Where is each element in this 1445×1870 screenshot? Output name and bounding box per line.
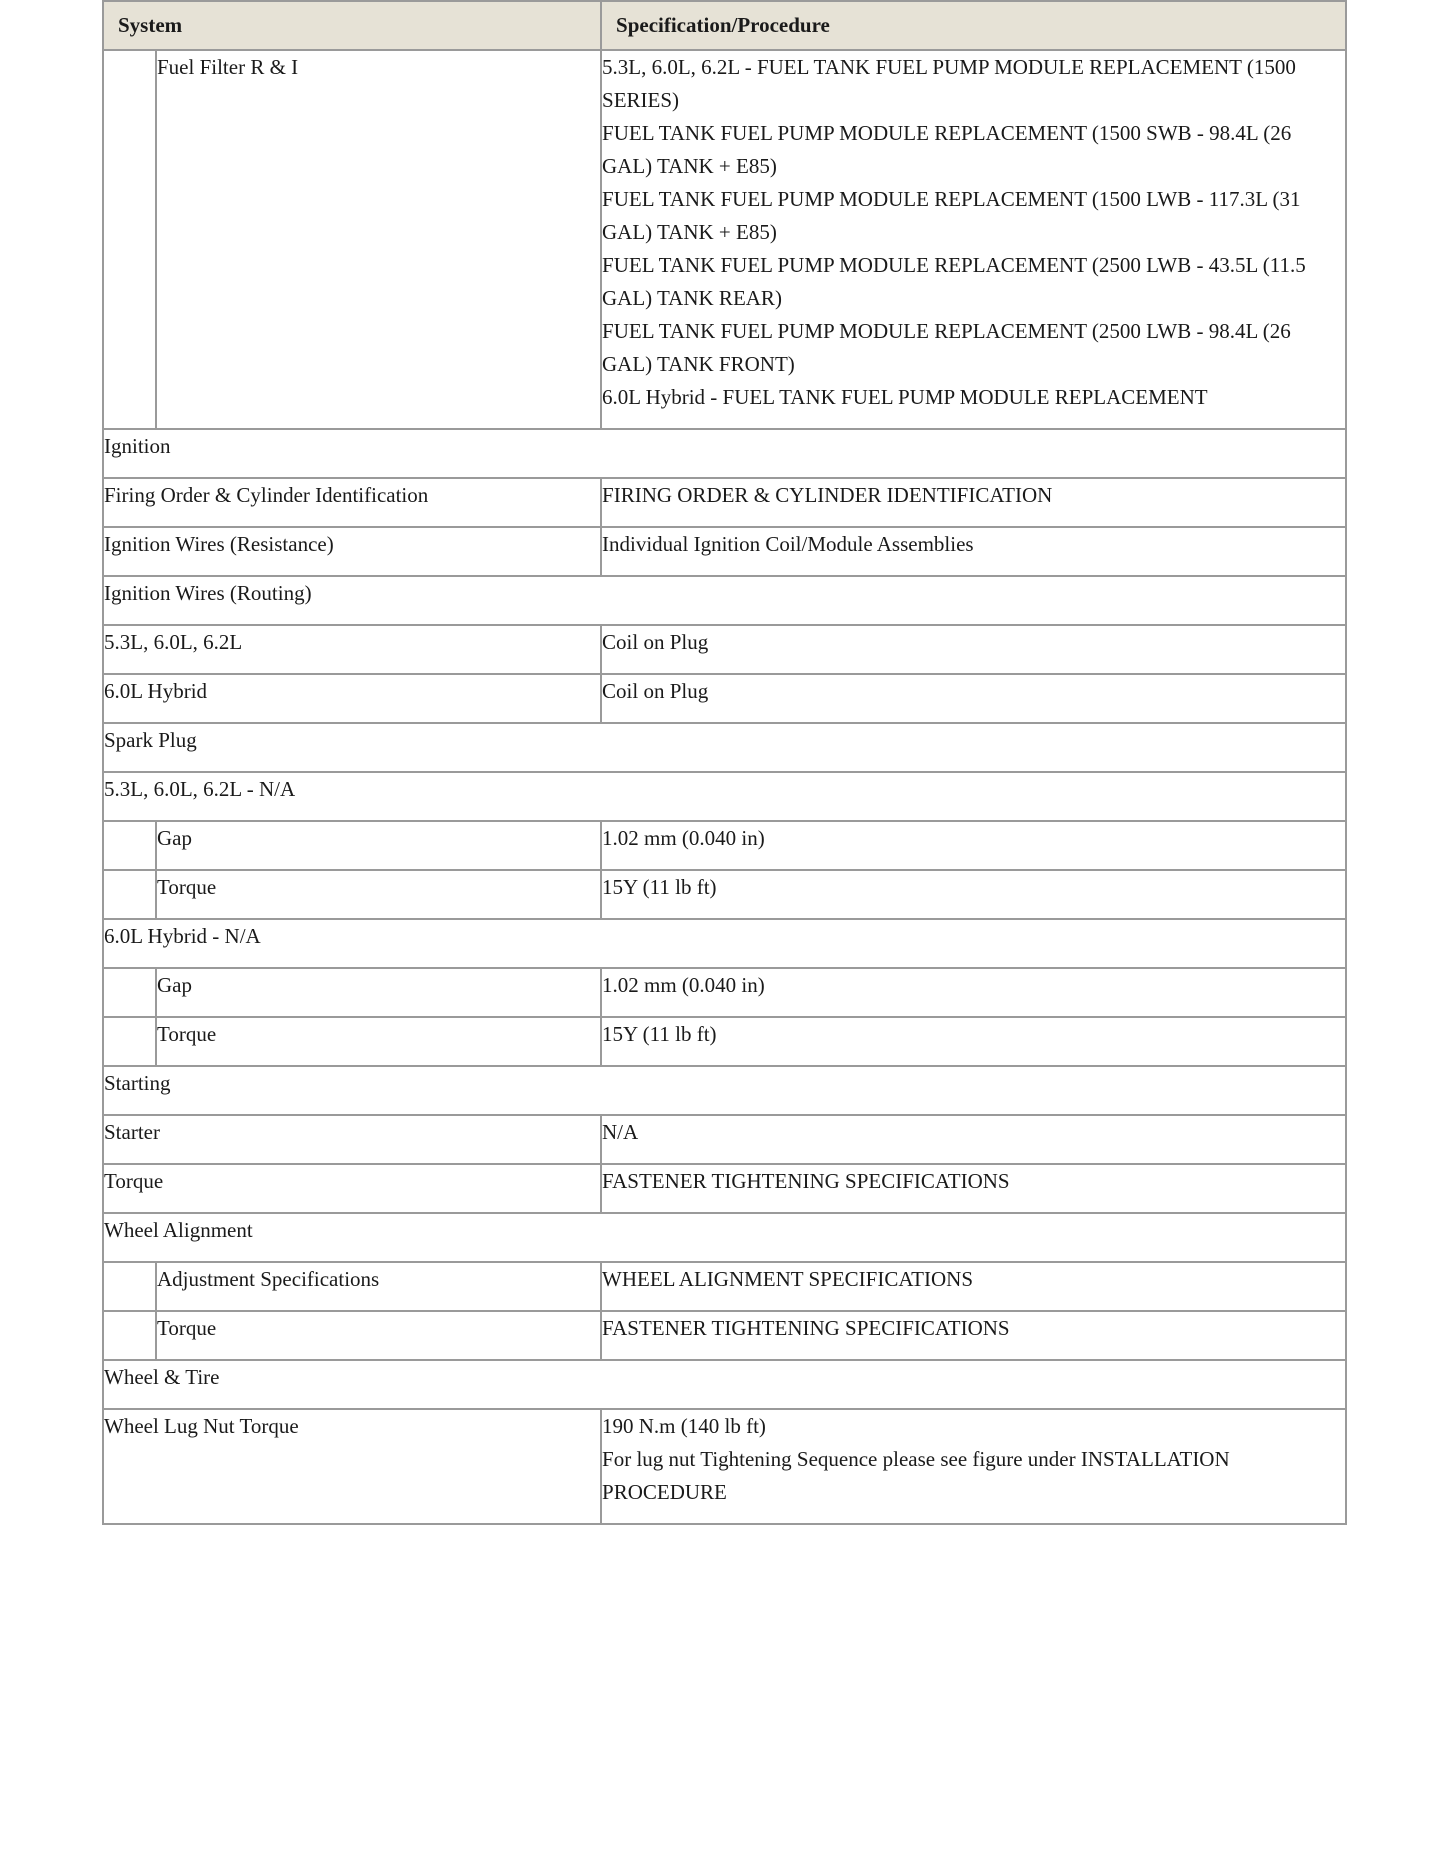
indent-cell [103,1262,156,1311]
fuel-procedure-line: 5.3L, 6.0L, 6.2L - FUEL TANK FUEL PUMP MODULE REPLACEMENT (1500 SERIES) [602,55,1296,112]
row-label-gap: Gap [156,821,601,870]
header-specification: Specification/Procedure [601,1,1346,50]
row-value-torque: FASTENER TIGHTENING SPECIFICATIONS [601,1164,1346,1213]
table-row-spark-group2-gap [103,968,1346,1017]
table-header-row [103,1,1346,50]
indent-cell [103,1311,156,1360]
indent-cell [103,968,156,1017]
row-value-fuel-filter [601,50,1346,429]
section-title-wheel-alignment: Wheel Alignment [103,1213,1346,1262]
row-label-routing-engine1: 5.3L, 6.0L, 6.2L [103,625,601,674]
row-label-spark-group2: 6.0L Hybrid - N/A [103,919,1346,968]
row-label-firing-order: Firing Order & Cylinder Identification [103,478,601,527]
fuel-procedure-line: FUEL TANK FUEL PUMP MODULE REPLACEMENT (1500 SWB - 98.4L (26 GAL) TANK + E85) [602,121,1292,178]
table-row-spark-group1 [103,772,1346,821]
table-row-spark-group2-torque [103,1017,1346,1066]
table-row-lug-nut [103,1409,1346,1524]
fuel-procedure-line: FUEL TANK FUEL PUMP MODULE REPLACEMENT (2500 LWB - 43.5L (11.5 GAL) TANK REAR) [602,253,1306,310]
row-value-lug-nut [601,1409,1346,1524]
row-value-starter: N/A [601,1115,1346,1164]
specification-table [102,0,1347,1525]
row-value-routing-engine2: Coil on Plug [601,674,1346,723]
section-title-ignition: Ignition [103,429,1346,478]
fuel-procedure-line: FUEL TANK FUEL PUMP MODULE REPLACEMENT (2500 LWB - 98.4L (26 GAL) TANK FRONT) [602,319,1291,376]
row-label-torque: Torque [156,1017,601,1066]
row-label-wires-routing: Ignition Wires (Routing) [103,576,1346,625]
row-value-torque: 15Y (11 lb ft) [601,1017,1346,1066]
row-label-torque: Torque [156,870,601,919]
table-row-spark-group1-torque [103,870,1346,919]
table-row-starter [103,1115,1346,1164]
row-label-routing-engine2: 6.0L Hybrid [103,674,601,723]
table-row-firing-order [103,478,1346,527]
row-value-routing-engine1: Coil on Plug [601,625,1346,674]
fuel-procedure-line: FUEL TANK FUEL PUMP MODULE REPLACEMENT (1500 LWB - 117.3L (31 GAL) TANK + E85) [602,187,1301,244]
table-row-section-wheel-tire [103,1360,1346,1409]
row-label-lug-nut: Wheel Lug Nut Torque [103,1409,601,1524]
table-row-adjustment [103,1262,1346,1311]
indent-cell [103,821,156,870]
indent-cell [103,50,156,429]
table-row-section-starting [103,1066,1346,1115]
section-title-spark-plug: Spark Plug [103,723,1346,772]
row-value-torque: FASTENER TIGHTENING SPECIFICATIONS [601,1311,1346,1360]
indent-cell [103,870,156,919]
table-row-section-spark-plug [103,723,1346,772]
row-value-torque: 15Y (11 lb ft) [601,870,1346,919]
table-row-routing-engine1 [103,625,1346,674]
table-row-spark-group1-gap [103,821,1346,870]
table-row-spark-group2 [103,919,1346,968]
row-value-wires-resistance: Individual Ignition Coil/Module Assemblies [601,527,1346,576]
row-value-gap: 1.02 mm (0.040 in) [601,821,1346,870]
table-row-wires-routing [103,576,1346,625]
table-row-routing-engine2 [103,674,1346,723]
row-label-torque: Torque [156,1311,601,1360]
header-system: System [103,1,601,50]
row-label-adjustment: Adjustment Specifications [156,1262,601,1311]
row-label-spark-group1: 5.3L, 6.0L, 6.2L - N/A [103,772,1346,821]
table-row-starting-torque [103,1164,1346,1213]
row-value-adjustment: WHEEL ALIGNMENT SPECIFICATIONS [601,1262,1346,1311]
indent-cell [103,1017,156,1066]
table-row-fuel-filter [103,50,1346,429]
lug-sequence-note: For lug nut Tightening Sequence please see figure under INSTALLATION PROCEDURE [602,1447,1230,1504]
row-label-fuel-filter: Fuel Filter R & I [156,50,601,429]
section-title-starting: Starting [103,1066,1346,1115]
row-label-wires-resistance: Ignition Wires (Resistance) [103,527,601,576]
lug-torque-value: 190 N.m (140 lb ft) [602,1414,766,1438]
table-row-section-wheel-alignment [103,1213,1346,1262]
row-value-gap: 1.02 mm (0.040 in) [601,968,1346,1017]
row-value-firing-order: FIRING ORDER & CYLINDER IDENTIFICATION [601,478,1346,527]
table-row-alignment-torque [103,1311,1346,1360]
row-label-gap: Gap [156,968,601,1017]
row-label-torque: Torque [103,1164,601,1213]
fuel-procedure-line: 6.0L Hybrid - FUEL TANK FUEL PUMP MODULE REPLACEMENT [602,385,1208,409]
table-row-section-ignition [103,429,1346,478]
section-title-wheel-tire: Wheel & Tire [103,1360,1346,1409]
table-row-wires-resistance [103,527,1346,576]
row-label-starter: Starter [103,1115,601,1164]
